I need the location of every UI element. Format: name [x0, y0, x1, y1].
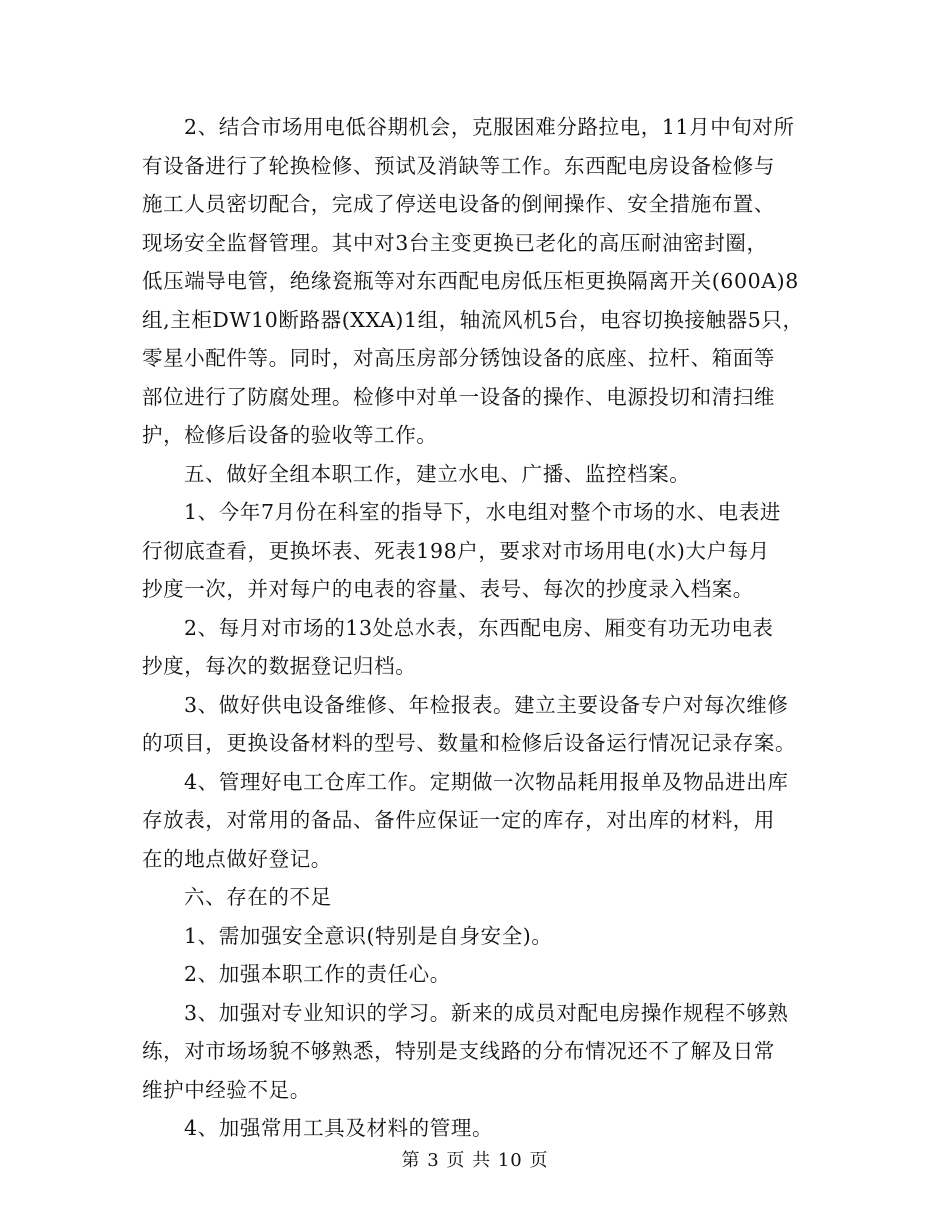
section-heading: 六、存在的不足 [184, 885, 332, 909]
paragraph-line: 练，对市场场貌不够熟悉，特别是支线路的分布情况还不了解及日常 [142, 1039, 775, 1063]
paragraph-line: 施工人员密切配合，完成了停送电设备的倒闸操作、安全措施布置、 [142, 192, 775, 216]
paragraph-line: 行彻底查看，更换坏表、死表198户，要求对市场用电(水)大户每月 [142, 538, 770, 563]
paragraph-line: 1、今年7月份在科室的指导下，水电组对整个市场的水、电表进 [184, 500, 781, 524]
paragraph-line: 抄度，每次的数据登记归档。 [142, 654, 417, 678]
paragraph-line: 2、结合市场用电低谷期机会，克服困难分路拉电，11月中旬对所 [184, 115, 795, 139]
paragraph-line: 抄度一次，并对每户的电表的容量、表号、每次的抄度录入档案。 [142, 577, 754, 601]
paragraph-line: 有设备进行了轮换检修、预试及消缺等工作。东西配电房设备检修与 [142, 153, 775, 178]
document-body [142, 108, 810, 1148]
paragraph-line: 2、每月对市场的13处总水表，东西配电房、厢变有功无功电表 [184, 615, 774, 640]
paragraph-line: 3、做好供电设备维修、年检报表。建立主要设备专户对每次维修 [184, 692, 789, 717]
paragraph-line: 存放表，对常用的备品、备件应保证一定的库存，对出库的材料，用 [142, 808, 775, 832]
paragraph-line: 的项目，更换设备材料的型号、数量和检修后设备运行情况记录存案。 [142, 731, 797, 755]
paragraph-line: 1、需加强安全意识(特别是自身安全)。 [184, 923, 553, 948]
paragraph-line: 护，检修后设备的验收等工作。 [142, 423, 438, 447]
paragraph-line: 在的地点做好登记。 [142, 846, 332, 871]
paragraph-line: 维护中经验不足。 [142, 1077, 311, 1102]
paragraph-line: 零星小配件等。同时，对高压房部分锈蚀设备的底座、拉杆、箱面等 [142, 346, 775, 370]
paragraph-line: 4、管理好电工仓库工作。定期做一次物品耗用报单及物品进出库 [184, 769, 789, 794]
paragraph-line: 现场安全监督管理。其中对3台主变更换已老化的高压耐油密封圈， [142, 230, 768, 255]
paragraph-line: 低压端导电管，绝缘瓷瓶等对东西配电房低压柜更换隔离开关(600A)8 [142, 269, 799, 293]
page-footer: 第 3 页 共 10 页 [401, 1150, 549, 1171]
section-heading: 五、做好全组本职工作，建立水电、广播、监控档案。 [184, 461, 691, 486]
paragraph-line: 部位进行了防腐处理。检修中对单一设备的操作、电源投切和清扫维 [142, 384, 775, 409]
paragraph-line: 组,主柜DW10断路器(XXA)1组，轴流风机5台，电容切换接触器5只， [142, 307, 804, 332]
paragraph-line: 2、加强本职工作的责任心。 [184, 962, 451, 986]
paragraph-line: 3、加强对专业知识的学习。新来的成员对配电房操作规程不够熟 [184, 1000, 789, 1025]
paragraph-line: 4、加强常用工具及材料的管理。 [184, 1116, 494, 1140]
